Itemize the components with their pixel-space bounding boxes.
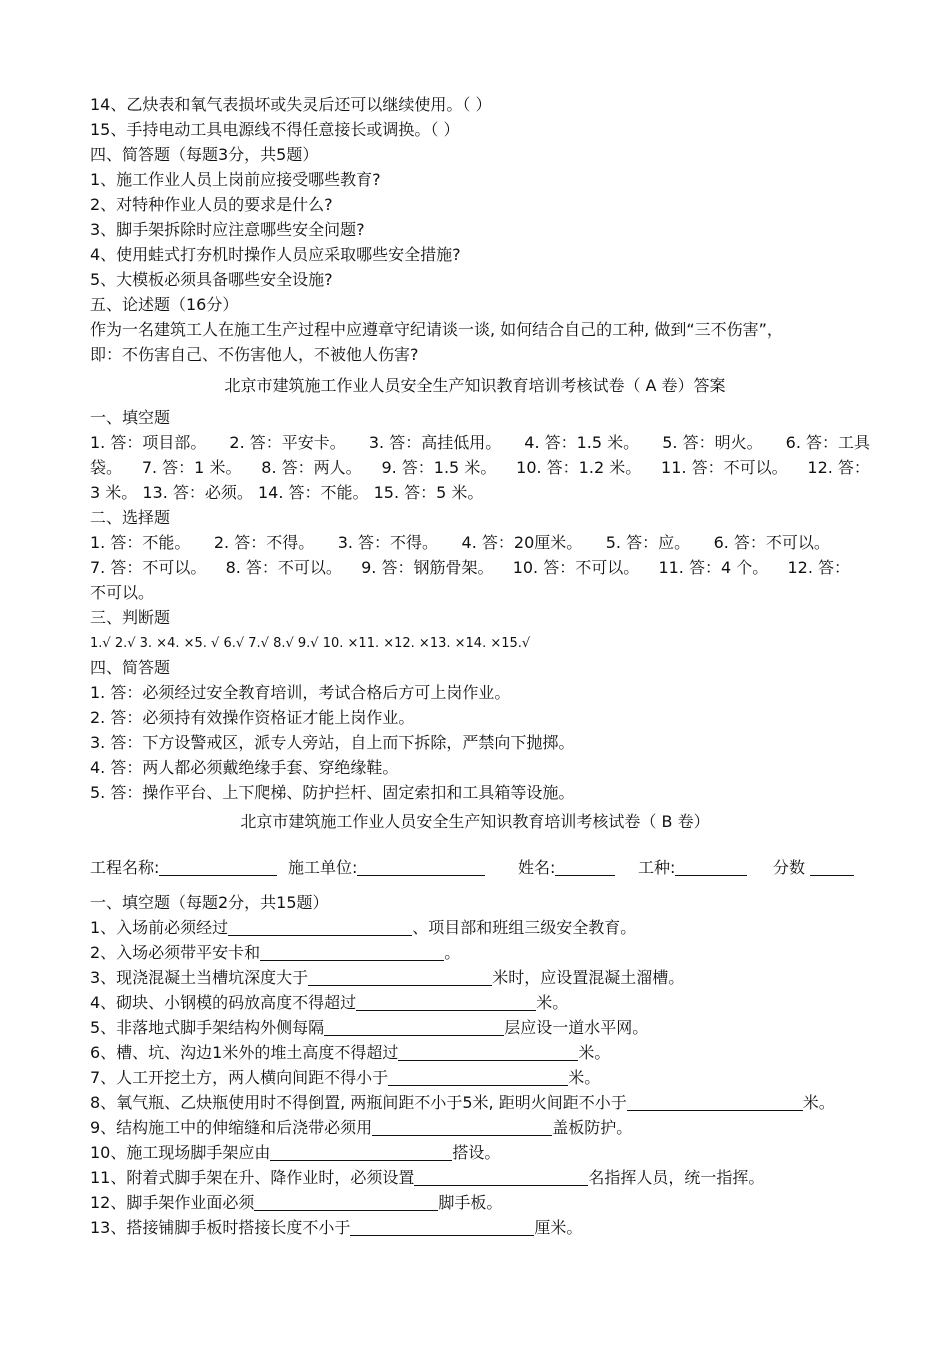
fill-question [90,1018,648,1038]
question-text: 米。 [578,1043,611,1062]
unit-field[interactable] [288,858,485,878]
question-text: 9、结构施工中的伸缩缝和后浇带必须用 [90,1118,373,1137]
fill-question [90,1193,502,1213]
question-text: 名指挥人员，统一指挥。 [588,1168,765,1187]
answer-item: 10. 答：不可以。 [512,558,640,577]
answer-blank[interactable] [228,919,412,936]
answer-row [90,433,870,453]
question-text: 10、施工现场脚手架应由 [90,1143,271,1162]
answer-item: 9. 答：1.5 米。 [381,458,497,477]
essay-question: 即：不伤害自己、不伤害他人，不被他人伤害? [90,345,419,364]
short-question: 3、脚手架拆除时应注意哪些安全问题? [90,220,365,239]
project-label: 工程名称: [90,858,160,877]
short-answer: 4. 答：两人都必须戴绝缘手套、穿绝缘鞋。 [90,758,399,777]
answer-item: 6. 答：工具 [785,433,870,452]
trade-field[interactable] [638,858,747,878]
answer-item: 1. 答：不能。 [90,533,191,552]
answer-item: 5. 答：明火。 [662,433,763,452]
question-text: 3、现浇混凝土当槽坑深度大于 [90,968,309,987]
question-text: 。 [444,943,461,962]
answer-item: 10. 答：1.2 米。 [516,458,642,477]
answer-item: 3. 答：高挂低用。 [368,433,502,452]
question-text: 6、槽、坑、沟边1米外的堆土高度不得超过 [90,1043,399,1062]
unit-blank[interactable] [357,859,485,876]
trade-label: 工种: [638,858,676,877]
score-field[interactable] [773,858,854,878]
short-question: 5、大模板必须具备哪些安全设施? [90,270,333,289]
question-text: 层应设一道水平网。 [504,1018,649,1037]
essay-question: 作为一名建筑工人在施工生产过程中应遵章守纪请谈一谈, 如何结合自己的工种, 做到“三不伤害”， [90,320,783,339]
question-text: 米。 [568,1068,601,1087]
answer-item: 6. 答：不可以。 [713,533,830,552]
answer-blank[interactable] [388,1069,568,1086]
section-heading: 一、填空题（每题2分，共15题） [90,893,329,912]
unit-label: 施工单位: [288,858,358,877]
fill-question [90,1043,610,1063]
answer-item: 2. 答：平安卡。 [229,433,346,452]
fill-question [90,943,460,963]
score-blank[interactable] [810,859,854,876]
answer-row [90,533,830,553]
fill-question [90,918,636,938]
answer-item: 9. 答：钢筋骨架。 [361,558,494,577]
answer-item: 袋。 [90,458,123,477]
score-label: 分数 [773,858,806,877]
name-field[interactable] [518,858,615,878]
short-question: 4、使用蛙式打夯机时操作人员应采取哪些安全措施? [90,245,461,264]
fill-question [90,1143,500,1163]
answer-blank[interactable] [356,994,536,1011]
short-answer: 5. 答：操作平台、上下爬梯、防护拦杆、固定索扣和工具箱等设施。 [90,783,575,802]
answer-blank[interactable] [398,1044,578,1061]
section-heading: 四、简答题 [90,658,171,677]
question-text: 盖板防护。 [552,1118,633,1137]
answer-item: 12. 答： [807,458,870,477]
answer-blank[interactable] [372,1119,552,1136]
answer-item: 4. 答：20厘米。 [461,533,583,552]
fill-question [90,1168,764,1188]
answer-item: 2. 答：不得。 [213,533,315,552]
question-text: 7、人工开挖土方，两人横向间距不得小于 [90,1068,389,1087]
section-heading: 五、论述题（16分） [90,295,239,314]
answer-item: 5. 答：应。 [605,533,691,552]
section-heading: 二、选择题 [90,508,171,527]
project-field[interactable] [90,858,277,878]
question-text: 厘米。 [534,1218,583,1237]
question-text: 、项目部和班组三级安全教育。 [412,918,637,937]
answer-item: 12. 答： [787,558,850,577]
question-14: 14、乙炔表和氧气表损坏或失灵后还可以继续使用。（ ） [90,95,492,114]
question-text: 12、脚手架作业面必须 [90,1193,255,1212]
section-heading: 四、简答题（每题3分，共5题） [90,145,319,164]
name-label: 姓名: [518,858,556,877]
fill-question [90,1093,835,1113]
answer-blank[interactable] [260,944,444,961]
short-answer: 3. 答：下方设警戒区，派专人旁站，自上而下拆除，严禁向下抛掷。 [90,733,575,752]
short-question: 1、施工作业人员上岗前应接受哪些教育? [90,170,381,189]
answer-item: 4. 答：1.5 米。 [524,433,640,452]
fill-question [90,1068,600,1088]
fill-question [90,993,568,1013]
answer-item: 1. 答：项目部。 [90,433,207,452]
b-title: 北京市建筑施工作业人员安全生产知识教育培训考核试卷（ B 卷） [240,812,710,831]
section-heading: 三、判断题 [90,608,171,627]
question-text: 脚手板。 [438,1193,503,1212]
question-text: 米时，应设置混凝土溜槽。 [492,968,685,987]
answer-blank[interactable] [350,1219,534,1236]
fill-question [90,1218,582,1238]
answer-item: 7. 答：不可以。 [90,558,207,577]
answer-item: 8. 答：不可以。 [225,558,342,577]
answer-item: 11. 答：4 个。 [658,558,769,577]
name-blank[interactable] [555,859,615,876]
question-text: 2、入场必须带平安卡和 [90,943,261,962]
trade-blank[interactable] [675,859,747,876]
short-question: 2、对特种作业人员的要求是什么? [90,195,333,214]
project-blank[interactable] [159,859,277,876]
answer-blank[interactable] [324,1019,504,1036]
answer-title: 北京市建筑施工作业人员安全生产知识教育培训考核试卷（ A 卷）答案 [224,376,726,395]
question-text: 11、附着式脚手架在升、降作业时，必须设置 [90,1168,415,1187]
answer-item: 3. 答：不得。 [337,533,439,552]
answer-row [90,458,870,478]
fill-question [90,1118,632,1138]
question-text: 4、砌块、小钢模的码放高度不得超过 [90,993,357,1012]
question-text: 8、氧气瓶、乙炔瓶使用时不得倒置, 两瓶间距不小于5米, 距明火间距不小于 [90,1093,627,1112]
short-answer: 2. 答：必须持有效操作资格证才能上岗作业。 [90,708,415,727]
question-text: 米。 [536,993,569,1012]
question-text: 米。 [802,1093,835,1112]
section-heading: 一、填空题 [90,408,171,427]
answer-row: 3 米。 13. 答：必须。 14. 答：不能。 15. 答：5 米。 [90,483,484,502]
answer-row [90,558,850,578]
question-text: 搭设。 [452,1143,501,1162]
answer-item: 8. 答：两人。 [261,458,362,477]
answer-blank[interactable] [627,1094,803,1111]
answer-blank[interactable] [270,1144,452,1161]
question-15: 15、手持电动工具电源线不得任意接长或调换。（ ） [90,120,460,139]
question-text: 5、非落地式脚手架结构外侧每隔 [90,1018,325,1037]
judge-answers: 1.√ 2.√ 3. ×4. ×5. √ 6.√ 7.√ 8.√ 9.√ 10. ×11. ×12. ×13. ×14. ×15.√ [90,636,531,651]
short-answer: 1. 答：必须经过安全教育培训，考试合格后方可上岗作业。 [90,683,511,702]
answer-blank[interactable] [414,1169,588,1186]
fill-question [90,968,684,988]
answer-item: 7. 答：1 米。 [141,458,242,477]
answer-item: 11. 答：不可以。 [661,458,788,477]
answer-blank[interactable] [254,1194,438,1211]
answer-blank[interactable] [308,969,492,986]
answer-row: 不可以。 [90,583,155,602]
question-text: 1、入场前必须经过 [90,918,229,937]
question-text: 13、搭接铺脚手板时搭接长度不小于 [90,1218,351,1237]
